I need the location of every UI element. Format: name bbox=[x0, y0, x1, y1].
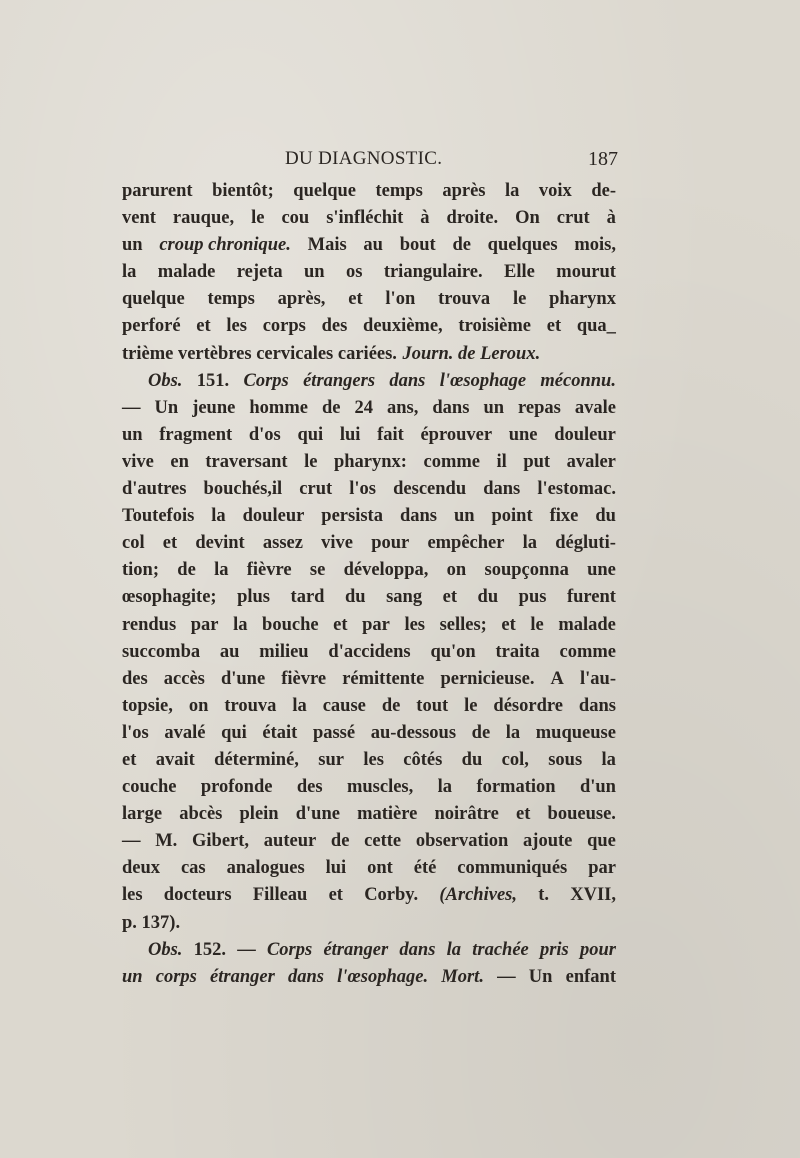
word: et bbox=[328, 885, 343, 906]
word: XVII, bbox=[570, 885, 616, 906]
word: le bbox=[304, 451, 318, 472]
word: matière bbox=[357, 804, 418, 825]
word: éprouver bbox=[420, 424, 493, 445]
word: la bbox=[601, 749, 616, 770]
word: abcès bbox=[179, 804, 223, 825]
word: dans bbox=[432, 397, 470, 418]
word: passé bbox=[312, 722, 356, 743]
word: d'une bbox=[220, 668, 266, 689]
word: à bbox=[606, 208, 616, 229]
body-text bbox=[122, 181, 616, 994]
word: fait bbox=[377, 424, 404, 445]
word: homme bbox=[249, 397, 308, 418]
text-line bbox=[122, 371, 616, 398]
word: deuxième, bbox=[363, 316, 443, 337]
word: un bbox=[483, 397, 505, 418]
text-line bbox=[122, 723, 616, 750]
word: fixe bbox=[549, 506, 579, 527]
text-line bbox=[122, 425, 616, 452]
running-title: DU DIAGNOSTIC. bbox=[285, 148, 443, 169]
text-line bbox=[122, 967, 616, 994]
word: voix bbox=[538, 181, 572, 201]
word: l'œsophage bbox=[439, 370, 527, 391]
word: on bbox=[446, 560, 467, 581]
text-line bbox=[122, 344, 616, 371]
text-line bbox=[122, 560, 616, 587]
word: du bbox=[595, 506, 616, 527]
word: pharynx bbox=[549, 289, 616, 310]
word: sous bbox=[548, 749, 583, 770]
word: succomba bbox=[122, 641, 201, 662]
word: pour bbox=[371, 533, 410, 554]
text-line bbox=[122, 804, 616, 831]
word: la bbox=[437, 777, 453, 798]
word: traversant bbox=[205, 451, 288, 472]
word: trouva bbox=[438, 289, 491, 310]
word: avait bbox=[155, 749, 195, 770]
word: un bbox=[122, 966, 143, 987]
word: — bbox=[122, 831, 141, 852]
word: de bbox=[471, 722, 491, 743]
word: rejeta bbox=[236, 262, 283, 283]
word: profonde bbox=[200, 777, 273, 798]
word: trième vertèbres cervicales cariées. bbox=[122, 343, 397, 364]
word: de bbox=[452, 235, 471, 256]
text-line bbox=[122, 642, 616, 669]
word: malade bbox=[558, 614, 616, 635]
word: bouchés,il bbox=[203, 479, 283, 500]
word: la bbox=[522, 533, 538, 554]
word: après bbox=[442, 181, 486, 201]
word: d'accidens bbox=[328, 641, 411, 662]
word: croup chronique. bbox=[159, 235, 291, 256]
word: empêcher bbox=[427, 533, 505, 554]
word: quelque bbox=[122, 289, 185, 310]
word: persista bbox=[321, 506, 383, 527]
text-line bbox=[122, 940, 616, 967]
word: Mais bbox=[307, 235, 347, 256]
word: la bbox=[122, 262, 137, 283]
word: douleur bbox=[554, 424, 616, 445]
word: sang bbox=[386, 587, 423, 608]
word: Obs. bbox=[148, 939, 183, 960]
word: d'une bbox=[295, 804, 340, 825]
word: triangulaire. bbox=[383, 262, 483, 283]
word: avaler bbox=[566, 451, 616, 472]
word: vive bbox=[122, 451, 154, 472]
word: trachée bbox=[472, 939, 529, 960]
word: sur bbox=[318, 749, 344, 770]
word: l'au- bbox=[580, 668, 616, 689]
word: une bbox=[587, 560, 616, 581]
word: selles; bbox=[439, 614, 487, 635]
text-line bbox=[122, 289, 616, 316]
word: méconnu. bbox=[540, 370, 616, 391]
text-line bbox=[122, 831, 616, 858]
word: Un bbox=[528, 966, 553, 987]
word: œsophagite; bbox=[122, 587, 217, 608]
text-line bbox=[122, 506, 616, 533]
word: corps bbox=[155, 966, 197, 987]
word: développa, bbox=[343, 560, 429, 581]
word: quelques bbox=[487, 235, 558, 256]
word: auteur bbox=[263, 831, 317, 852]
word: les bbox=[122, 885, 143, 906]
word: malade bbox=[157, 262, 216, 283]
word: boueuse. bbox=[547, 804, 616, 825]
word: plein bbox=[239, 804, 279, 825]
text-line bbox=[122, 208, 616, 235]
word: crut bbox=[299, 479, 333, 500]
word: dans bbox=[287, 966, 324, 987]
word: un bbox=[304, 262, 325, 283]
word: au-dessous bbox=[370, 722, 457, 743]
word: de bbox=[177, 560, 196, 581]
word: pus bbox=[518, 587, 547, 608]
word: tard bbox=[290, 587, 325, 608]
word: pris bbox=[539, 939, 569, 960]
word: lui bbox=[325, 858, 347, 879]
text-line bbox=[122, 398, 616, 425]
word: vive bbox=[321, 533, 354, 554]
word: 24 bbox=[354, 397, 373, 418]
word: de- bbox=[591, 181, 616, 201]
word: formation bbox=[476, 777, 556, 798]
word: topsie, bbox=[122, 695, 173, 716]
word: étranger bbox=[210, 966, 275, 987]
word: devint bbox=[195, 533, 245, 554]
word: la bbox=[505, 722, 521, 743]
word: put bbox=[523, 451, 551, 472]
word: et bbox=[546, 316, 562, 337]
word: noirâtre bbox=[434, 804, 499, 825]
word: descendu bbox=[393, 479, 467, 500]
word: 152. bbox=[193, 939, 227, 960]
word: rendus bbox=[122, 614, 177, 635]
page-number: 187 bbox=[588, 148, 618, 170]
word: d'un bbox=[579, 777, 616, 798]
word: en bbox=[170, 451, 189, 472]
word: l'estomac. bbox=[537, 479, 616, 500]
word: large bbox=[122, 804, 163, 825]
word: — bbox=[237, 939, 256, 960]
word: désordre bbox=[493, 695, 563, 716]
word: et bbox=[333, 614, 348, 635]
word: muqueuse bbox=[535, 722, 616, 743]
word: le bbox=[530, 614, 544, 635]
word: ajoute bbox=[523, 831, 573, 852]
word: la bbox=[505, 181, 520, 201]
word: les bbox=[363, 749, 384, 770]
word: Obs. bbox=[148, 370, 183, 391]
word: observation bbox=[415, 831, 509, 852]
word: les bbox=[226, 316, 247, 337]
word: l'on bbox=[385, 289, 416, 310]
word: de bbox=[381, 695, 401, 716]
word: col bbox=[122, 533, 145, 554]
word: perforé bbox=[122, 316, 181, 337]
word: crut bbox=[556, 208, 590, 229]
word: été bbox=[413, 858, 437, 879]
word: trouva bbox=[224, 695, 277, 716]
word: Filleau bbox=[252, 885, 308, 906]
word: l'os bbox=[122, 722, 149, 743]
word: on bbox=[188, 695, 209, 716]
word: milieu bbox=[259, 641, 309, 662]
word: docteurs bbox=[163, 885, 232, 906]
word: au bbox=[363, 235, 383, 256]
word: pharynx: bbox=[333, 451, 407, 472]
word: tion; bbox=[122, 560, 159, 581]
word: des bbox=[321, 316, 348, 337]
text-line bbox=[122, 669, 616, 696]
text-line bbox=[122, 316, 616, 343]
text-line bbox=[122, 615, 616, 642]
word: les bbox=[404, 614, 425, 635]
word: du bbox=[345, 587, 366, 608]
word: communiqués bbox=[457, 858, 568, 879]
word: pernicieuse. bbox=[440, 668, 535, 689]
word: mourut bbox=[556, 262, 616, 283]
text-line bbox=[122, 235, 616, 262]
word: quelque bbox=[293, 181, 356, 201]
word: du bbox=[461, 749, 483, 770]
word: 151. bbox=[196, 370, 230, 391]
text-line bbox=[122, 750, 616, 777]
word: dans bbox=[399, 506, 437, 527]
text-line bbox=[122, 777, 616, 804]
word: temps bbox=[207, 289, 255, 310]
word: parurent bbox=[122, 181, 193, 201]
text-line bbox=[122, 262, 616, 289]
word: au bbox=[219, 641, 240, 662]
word: d'autres bbox=[122, 479, 187, 500]
word: par bbox=[362, 614, 390, 635]
word: à bbox=[420, 208, 430, 229]
word: le bbox=[464, 695, 478, 716]
word: dans bbox=[578, 695, 616, 716]
word: enfant bbox=[565, 966, 616, 987]
word: côtés bbox=[403, 749, 443, 770]
word: par bbox=[190, 614, 219, 635]
word: douleur bbox=[242, 506, 305, 527]
word: fragment bbox=[159, 424, 233, 445]
word: l'os bbox=[349, 479, 377, 500]
word: rémittente bbox=[342, 668, 425, 689]
word: qui bbox=[221, 722, 247, 743]
word: était bbox=[262, 722, 298, 743]
word: cause bbox=[322, 695, 366, 716]
word: se bbox=[309, 560, 326, 581]
word: étranger bbox=[323, 939, 389, 960]
word: comme bbox=[423, 451, 480, 472]
word: la bbox=[446, 939, 462, 960]
word: comme bbox=[559, 641, 616, 662]
word: il bbox=[496, 451, 507, 472]
word: un bbox=[122, 424, 143, 445]
text-line bbox=[122, 913, 616, 940]
text-line bbox=[122, 452, 616, 479]
text-line bbox=[122, 533, 616, 560]
word: un bbox=[122, 235, 143, 256]
word: et bbox=[442, 587, 458, 608]
word: qu'on bbox=[430, 641, 476, 662]
word: étrangers bbox=[303, 370, 376, 391]
word: bouche bbox=[262, 614, 319, 635]
word: Mort. bbox=[441, 966, 484, 987]
text-line bbox=[122, 885, 616, 912]
word: vent bbox=[122, 208, 156, 229]
word: dans bbox=[399, 939, 436, 960]
text-line bbox=[122, 587, 616, 614]
word: la bbox=[233, 614, 248, 635]
word: qui bbox=[297, 424, 324, 445]
word: dans bbox=[389, 370, 426, 391]
word: soupçonna bbox=[484, 560, 569, 581]
word: et bbox=[162, 533, 178, 554]
word: corps bbox=[262, 316, 306, 337]
word: plus bbox=[237, 587, 271, 608]
text-line bbox=[122, 479, 616, 506]
word: Corby. bbox=[364, 885, 419, 906]
word: Corps bbox=[266, 939, 313, 960]
word: la bbox=[211, 506, 226, 527]
word: analogues bbox=[226, 858, 305, 879]
word: os bbox=[345, 262, 363, 283]
word: et bbox=[196, 316, 211, 337]
word: jeune bbox=[192, 397, 236, 418]
word: ont bbox=[367, 858, 393, 879]
text-line bbox=[122, 696, 616, 723]
word: dans bbox=[483, 479, 521, 500]
word: l'œsophage. bbox=[337, 966, 429, 987]
word: couche bbox=[122, 777, 177, 798]
word: Journ. de Leroux. bbox=[402, 343, 541, 364]
word: qua_ bbox=[576, 316, 616, 337]
word: des bbox=[296, 777, 323, 798]
word: p. 137). bbox=[122, 912, 181, 933]
word: fièvre bbox=[246, 560, 292, 581]
word: la bbox=[292, 695, 307, 716]
word: M. bbox=[155, 831, 178, 852]
word: la bbox=[214, 560, 229, 581]
word: du bbox=[477, 587, 499, 608]
word: le bbox=[251, 208, 265, 229]
word: tout bbox=[416, 695, 449, 716]
word: mois, bbox=[574, 235, 616, 256]
word: — bbox=[122, 397, 141, 418]
word: avalé bbox=[164, 722, 206, 743]
word: s'infléchit bbox=[326, 208, 404, 229]
word: et bbox=[348, 289, 363, 310]
word: bientôt; bbox=[212, 181, 274, 201]
word: lui bbox=[339, 424, 361, 445]
word: accès bbox=[163, 668, 205, 689]
page-header bbox=[122, 146, 618, 176]
word: A bbox=[550, 668, 564, 689]
word: traita bbox=[495, 641, 540, 662]
word: avale bbox=[574, 397, 616, 418]
word: des bbox=[122, 668, 148, 689]
word: Un bbox=[154, 397, 179, 418]
word: par bbox=[588, 858, 616, 879]
text-line bbox=[122, 858, 616, 885]
word: point bbox=[491, 506, 533, 527]
word: repas bbox=[518, 397, 561, 418]
word: d'os bbox=[248, 424, 281, 445]
word: On bbox=[515, 208, 540, 229]
word: une bbox=[508, 424, 538, 445]
word: (Archives, bbox=[439, 885, 517, 906]
word: après, bbox=[277, 289, 326, 310]
word: deux bbox=[122, 858, 161, 879]
word: et bbox=[516, 804, 531, 825]
word: assez bbox=[262, 533, 303, 554]
word: Gibert, bbox=[192, 831, 250, 852]
word: Corps bbox=[243, 370, 289, 391]
word: de bbox=[330, 831, 350, 852]
word: pour bbox=[579, 939, 616, 960]
word: cou bbox=[281, 208, 310, 229]
word: fièvre bbox=[281, 668, 327, 689]
word: et bbox=[501, 614, 516, 635]
word: cette bbox=[364, 831, 402, 852]
word: rauque, bbox=[172, 208, 235, 229]
word: troisième bbox=[458, 316, 532, 337]
word: bout bbox=[399, 235, 436, 256]
word: temps bbox=[375, 181, 423, 201]
word: col, bbox=[501, 749, 529, 770]
word: dégluti- bbox=[555, 533, 616, 554]
word: que bbox=[587, 831, 616, 852]
word: — bbox=[497, 966, 516, 987]
word: le bbox=[512, 289, 527, 310]
word: t. bbox=[538, 885, 550, 906]
text-line bbox=[122, 181, 616, 208]
word: ans, bbox=[387, 397, 419, 418]
word: un bbox=[453, 506, 475, 527]
word: furent bbox=[566, 587, 616, 608]
word: cas bbox=[180, 858, 206, 879]
word: Toutefois bbox=[122, 506, 195, 527]
word: déterminé, bbox=[214, 749, 299, 770]
word: droite. bbox=[446, 208, 499, 229]
word: Elle bbox=[504, 262, 535, 283]
word: de bbox=[321, 397, 341, 418]
word: et bbox=[122, 749, 137, 770]
word: muscles, bbox=[346, 777, 414, 798]
